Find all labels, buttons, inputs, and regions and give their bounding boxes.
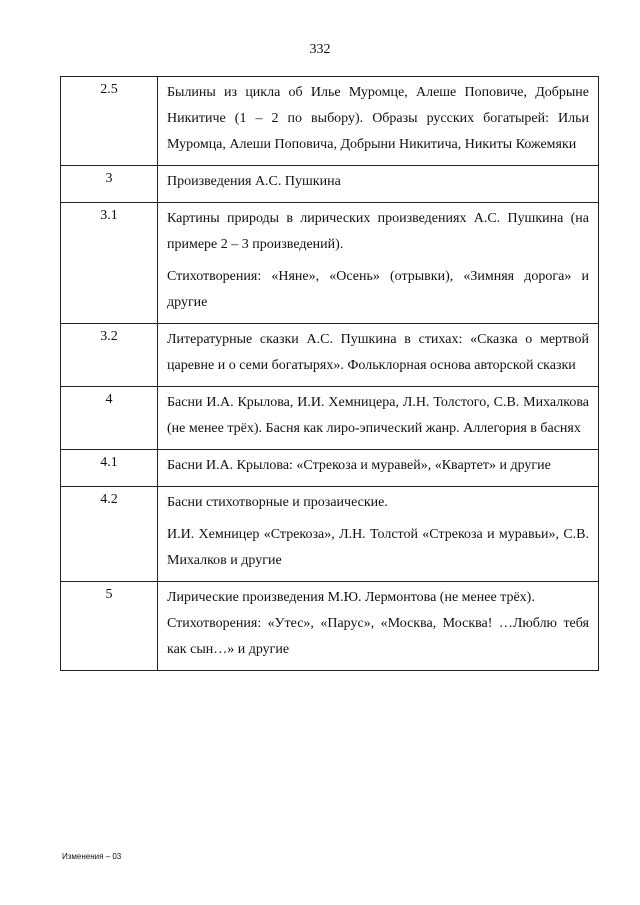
table-row: [61, 77, 599, 166]
row-number: 5: [61, 582, 158, 671]
row-paragraph: Стихотворения: «Утес», «Парус», «Москва, Москва! …Люблю тебя как сын…» и другие: [167, 616, 589, 657]
row-paragraph: Басни И.А. Крылова, И.И. Хемницера, Л.Н. Толстого, С.В. Михалкова (не менее трёх). Басня как лиро-эпический жанр. Аллегория в баснях: [167, 395, 589, 436]
curriculum-table: [60, 76, 599, 671]
row-number: 2.5: [61, 77, 158, 166]
table-row: [61, 450, 599, 487]
row-number: 4.2: [61, 487, 158, 582]
row-paragraph: Произведения А.С. Пушкина: [167, 174, 341, 189]
row-content: [158, 450, 599, 487]
row-paragraph: Картины природы в лирических произведениях А.С. Пушкина (на примере 2 – 3 произведений).: [167, 211, 589, 252]
row-number: 4.1: [61, 450, 158, 487]
footer-revision-note: Изменения – 03: [62, 852, 122, 861]
row-content: [158, 582, 599, 671]
row-paragraph: Былины из цикла об Илье Муромце, Алеше Поповиче, Добрыне Никитиче (1 – 2 по выбору). Образы русских богатырей: Ильи Муромца, Алеши Поповича, Добрыни Никитича, Никиты Кожемяки: [167, 85, 589, 152]
row-content: [158, 324, 599, 387]
row-paragraph: И.И. Хемницер «Стрекоза», Л.Н. Толстой «Стрекоза и муравьи», С.В. Михалков и другие: [167, 527, 589, 568]
table-row: [61, 487, 599, 582]
row-number: 3.2: [61, 324, 158, 387]
row-content: [158, 487, 599, 582]
table-row: [61, 324, 599, 387]
table-row: [61, 166, 599, 203]
table-row: [61, 387, 599, 450]
page-number: 332: [309, 42, 331, 57]
row-paragraph: Литературные сказки А.С. Пушкина в стихах: «Сказка о мертвой царевне и о семи богатырях». Фольклорная основа авторской сказки: [167, 332, 589, 373]
row-content: [158, 166, 599, 203]
row-number: 4: [61, 387, 158, 450]
row-paragraph: Лирические произведения М.Ю. Лермонтова (не менее трёх).: [167, 590, 535, 605]
table-row: [61, 203, 599, 324]
row-paragraph: Басни стихотворные и прозаические.: [167, 495, 388, 510]
table-row: [61, 582, 599, 671]
row-content: [158, 77, 599, 166]
row-paragraph: Стихотворения: «Няне», «Осень» (отрывки), «Зимняя дорога» и другие: [167, 269, 589, 310]
row-number: 3: [61, 166, 158, 203]
row-content: [158, 387, 599, 450]
row-content: [158, 203, 599, 324]
row-paragraph: Басни И.А. Крылова: «Стрекоза и муравей», «Квартет» и другие: [167, 458, 551, 473]
row-number: 3.1: [61, 203, 158, 324]
